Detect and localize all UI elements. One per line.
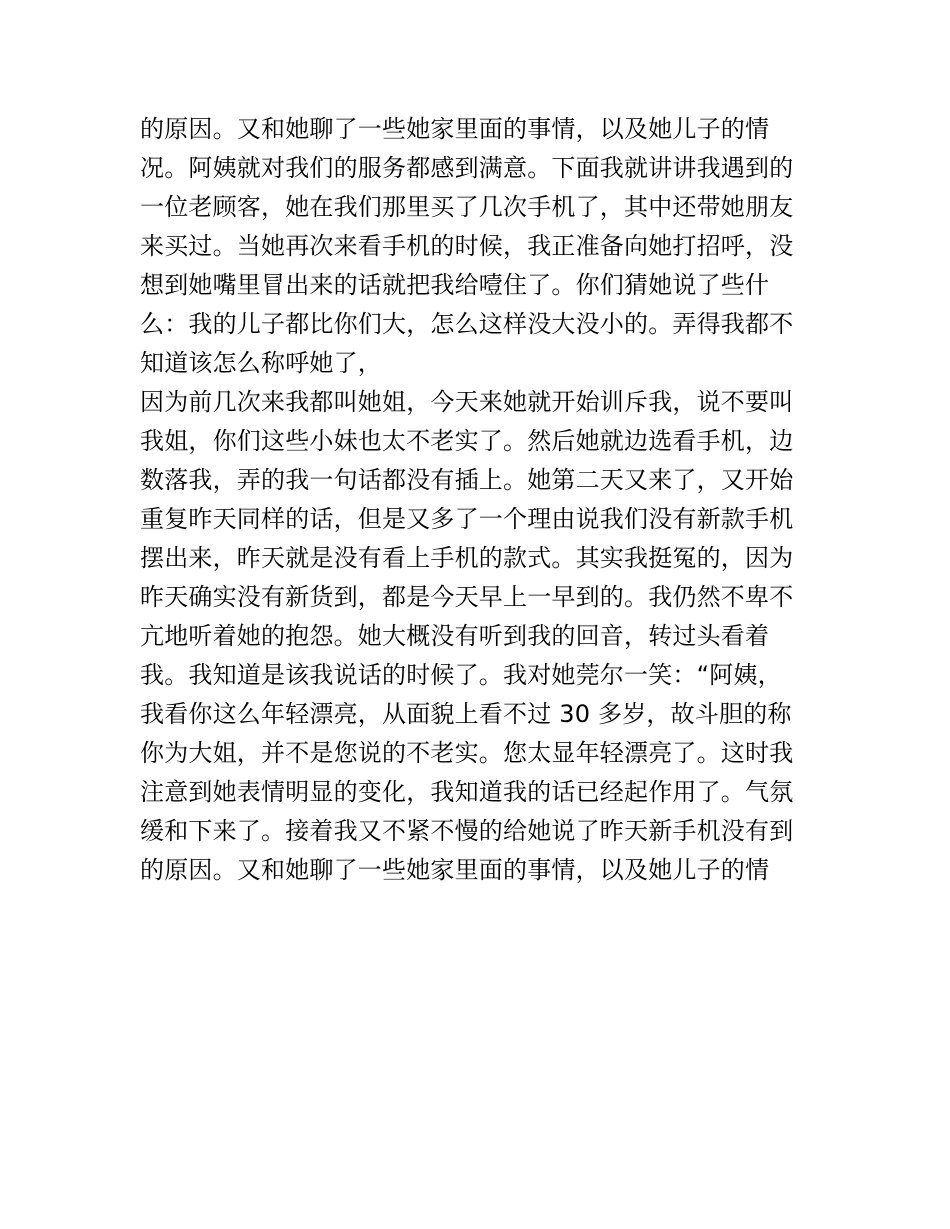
text-line: 么：我的儿子都比你们大，怎么这样没大没小的。弄得我都不	[140, 310, 794, 338]
text-line: 重复昨天同样的话，但是又多了一个理由说我们没有新款手机	[140, 505, 794, 533]
body-text	[140, 110, 820, 890]
text-line: 想到她嘴里冒出来的话就把我给噎住了。你们猜她说了些什	[140, 271, 770, 299]
text-line: 你为大姐，并不是您说的不老实。您太显年轻漂亮了。这时我	[140, 739, 794, 767]
text-line: 因为前几次来我都叫她姐，今天来她就开始训斥我，说不要叫	[140, 388, 794, 416]
text-line: 摆出来，昨天就是没有看上手机的款式。其实我挺冤的，因为	[140, 544, 794, 572]
text-line: 的原因。又和她聊了一些她家里面的事情，以及她儿子的情	[140, 115, 770, 143]
text-line: 亢地听着她的抱怨。她大概没有听到我的回音，转过头看着	[140, 622, 770, 650]
text-line: 知道该怎么称呼她了，	[140, 349, 382, 377]
text-line: 缓和下来了。接着我又不紧不慢的给她说了昨天新手机没有到	[140, 817, 794, 845]
text-line: 我。我知道是该我说话的时候了。我对她莞尔一笑：“阿姨，	[140, 661, 782, 689]
text-line: 我姐，你们这些小妹也太不老实了。然后她就边选看手机，边	[140, 427, 794, 455]
text-line: 我看你这么年轻漂亮，从面貌上看不过 30 多岁，故斗胆的称	[140, 700, 792, 728]
text-line: 的原因。又和她聊了一些她家里面的事情，以及她儿子的情	[140, 856, 770, 884]
text-line: 况。阿姨就对我们的服务都感到满意。下面我就讲讲我遇到的	[140, 154, 794, 182]
text-line: 数落我，弄的我一句话都没有插上。她第二天又来了，又开始	[140, 466, 794, 494]
text-line: 昨天确实没有新货到，都是今天早上一早到的。我仍然不卑不	[140, 583, 794, 611]
text-line: 一位老顾客，她在我们那里买了几次手机了，其中还带她朋友	[140, 193, 794, 221]
text-line: 注意到她表情明显的变化，我知道我的话已经起作用了。气氛	[140, 778, 794, 806]
text-line: 来买过。当她再次来看手机的时候，我正准备向她打招呼，没	[140, 232, 794, 260]
